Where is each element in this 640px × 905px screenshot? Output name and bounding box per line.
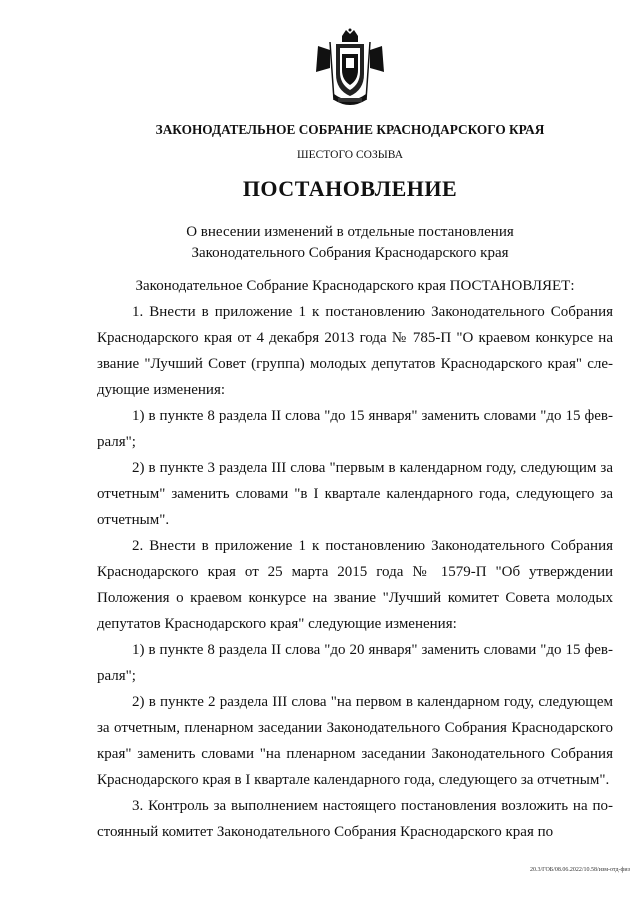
- paragraph: 2. Внести в приложение 1 к постановлению Законодательного Собрания Краснодарского края от 25 марта 2015 года № 1579-П "Об утверждении Положения о краевом конкурсе на звание "Лучший комитет Совета молодых депутатов Краснодарского края" следующие изменения:: [97, 538, 613, 632]
- convocation: ШЕСТОГО СОЗЫВА: [296, 149, 404, 161]
- paragraph: 1) в пункте 8 раздела II слова "до 20 января" заменить словами "до 15 февраля";: [97, 642, 613, 684]
- subtitle-line: Законодательного Собрания Краснодарского края: [191, 245, 509, 261]
- document-body: [97, 273, 613, 845]
- subtitle-line: О внесении изменений в отдельные постановления: [186, 224, 514, 240]
- paragraph: 2) в пункте 3 раздела III слова "первым в календарном году, следующим за отчетным" заменить словами "в I квартале календарного года, следующего за отчетным".: [97, 460, 613, 528]
- document-title: ПОСТАНОВЛЕНИЕ: [242, 176, 458, 201]
- paragraph: 1) в пункте 8 раздела II слова "до 15 января" заменить словами "до 15 февраля";: [97, 408, 613, 450]
- paragraph: 1. Внести в приложение 1 к постановлению Законодательного Собрания Краснодарского края от 4 декабря 2013 года № 785-П "О краевом конкурсе на звание "Лучший Совет (группа) молодых депутатов Краснодарского края" следующие изменения:: [97, 304, 613, 398]
- document-code: 20.3/ГОБ/08.06.2022/10.58/изм-отд-физ: [529, 867, 630, 873]
- preamble: Законодательное Собрание Краснодарского края ПОСТАНОВЛЯЕТ:: [135, 278, 575, 294]
- paragraph: 3. Контроль за выполнением настоящего постановления возложить на постоянный комитет Законодательного Собрания Краснодарского края по: [97, 798, 613, 840]
- document-subtitle: [0, 222, 640, 264]
- paragraph: 2) в пункте 2 раздела III слова "на первом в календарном году, следующем за отчетным, пленарном заседании Законодательного Собрания Краснодарского края" заменить словами "на пленарном заседании Законодательного Собрания Краснодарского края в I квартале календарного года, следующего за отчетным".: [97, 694, 613, 788]
- organization-name: ЗАКОНОДАТЕЛЬНОЕ СОБРАНИЕ КРАСНОДАРСКОГО КРАЯ: [155, 122, 545, 137]
- coat-of-arms-icon: [312, 28, 388, 108]
